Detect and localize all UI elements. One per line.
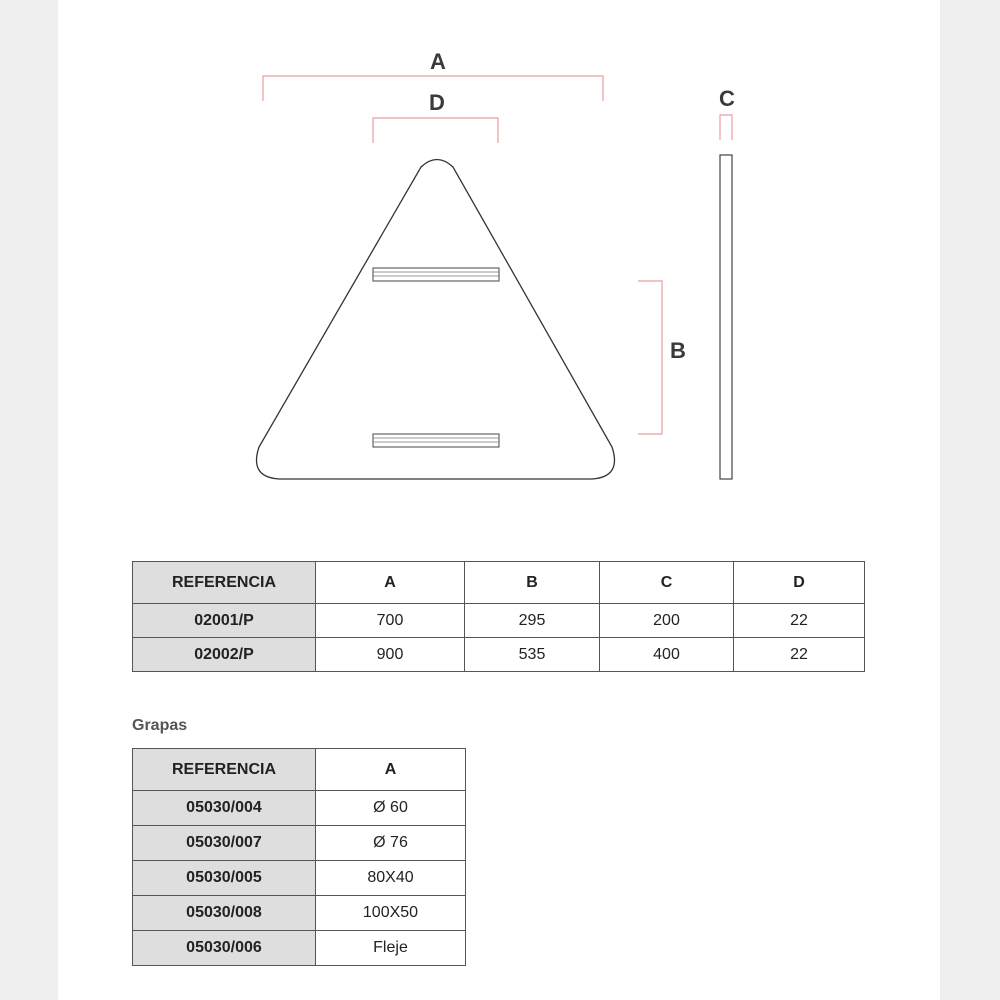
cell-referencia: 02002/P <box>133 638 316 672</box>
dimension-c <box>719 86 735 140</box>
dimension-b-label: B <box>670 338 686 363</box>
table-header-row <box>133 562 865 604</box>
cell-a: Ø 60 <box>316 791 466 826</box>
cell-referencia: 05030/004 <box>133 791 316 826</box>
dimension-a-label: A <box>430 49 446 74</box>
dimension-d-bracket <box>373 118 498 143</box>
dimension-d <box>373 90 498 143</box>
grapas-title: Grapas <box>132 717 188 734</box>
dimensions-table <box>132 561 865 672</box>
cell-a: Fleje <box>316 931 466 966</box>
table-row <box>133 826 466 861</box>
table-row <box>133 604 865 638</box>
header-referencia: REFERENCIA <box>133 562 316 604</box>
table-row <box>133 638 865 672</box>
header-c: C <box>600 562 734 604</box>
lower-mounting-rail <box>373 434 499 447</box>
cell-referencia: 05030/007 <box>133 826 316 861</box>
header-b: B <box>465 562 600 604</box>
cell-referencia: 05030/008 <box>133 896 316 931</box>
dimension-b-bracket <box>638 281 662 434</box>
cell-a: 80X40 <box>316 861 466 896</box>
cell-c: 200 <box>600 604 734 638</box>
header-a: A <box>316 562 465 604</box>
cell-d: 22 <box>734 604 865 638</box>
cell-b: 535 <box>465 638 600 672</box>
cell-d: 22 <box>734 638 865 672</box>
header-a: A <box>316 749 466 791</box>
table-row <box>133 791 466 826</box>
cell-a: 900 <box>316 638 465 672</box>
table-row <box>133 861 466 896</box>
cell-referencia: 05030/006 <box>133 931 316 966</box>
dimension-c-bracket <box>720 115 732 140</box>
cell-a: 700 <box>316 604 465 638</box>
dimension-b <box>638 281 686 434</box>
table-row <box>133 931 466 966</box>
table-header-row <box>133 749 466 791</box>
dimension-d-label: D <box>429 90 445 115</box>
header-d: D <box>734 562 865 604</box>
dimension-c-label: C <box>719 86 735 111</box>
grapas-table <box>132 748 466 966</box>
side-view-panel <box>720 155 732 479</box>
cell-a: Ø 76 <box>316 826 466 861</box>
header-referencia: REFERENCIA <box>133 749 316 791</box>
cell-referencia: 02001/P <box>133 604 316 638</box>
cell-referencia: 05030/005 <box>133 861 316 896</box>
cell-c: 400 <box>600 638 734 672</box>
triangle-panel <box>257 160 615 480</box>
cell-a: 100X50 <box>316 896 466 931</box>
cell-b: 295 <box>465 604 600 638</box>
table-row <box>133 896 466 931</box>
upper-mounting-rail <box>373 268 499 281</box>
